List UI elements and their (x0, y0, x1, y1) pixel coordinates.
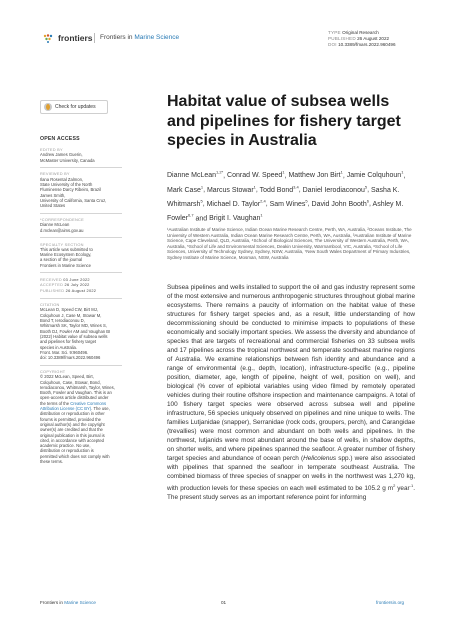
copyright-label: COPYRIGHT (40, 368, 66, 374)
author-name: Ashley M. Fowler (167, 200, 404, 223)
divider (40, 213, 122, 214)
author-affiliation-marker: 1 (260, 212, 263, 218)
author-affiliation-marker: 6,7 (188, 212, 194, 218)
accepted-label: ACCEPTED 26 July 2022 (40, 282, 90, 288)
divider (40, 237, 122, 238)
received-label: RECEIVED 03 June 2022 (40, 276, 90, 282)
footer-journal: Frontiers in Marine Science (40, 600, 96, 605)
author-name: Sasha K. Whitmarsh (167, 186, 400, 208)
copyright: © 2022 McLean, Speed, Birt, Colquhoun, Case, Stowar, Bond, Ierodiaconou, Whitmarsh, Taylor, Wines, Booth, Fowler and Vaughan. This is an open-access article distributed under the terms of the Creative Commons Attribution License (CC BY). The use, distribution or reproduction in other forums is permitted, provided the original author(s) and the copyright owner(s) are credited and that the original publication in this journal is cited, in accordance with accepted academic practice. No use, distribution or reproduction is permitted which does not comply with these terms. (40, 374, 115, 465)
author-affiliation-marker: 6 (366, 198, 370, 204)
author[interactable] (167, 184, 204, 194)
author[interactable] (206, 198, 266, 208)
doi-value[interactable]: 10.3389/fmars.2022.960496 (338, 42, 396, 48)
author-name: Marcus Stowar (206, 186, 254, 194)
author[interactable] (288, 172, 342, 179)
author[interactable] (347, 172, 404, 179)
type-label: TYPE (328, 30, 341, 35)
article-meta (328, 30, 396, 49)
author[interactable] (259, 184, 299, 194)
check-updates-icon (44, 103, 52, 111)
correspondence-label: *CORRESPONDENCE (40, 217, 84, 223)
author-affiliation-marker: 1,2* (216, 170, 224, 175)
affiliations: ¹Australian Institute of Marine Science, Indian Ocean Marine Research Centre, Perth, WA, Australia, ²Oceans Institute, The University of Western Australia, Indian Ocean Marine Research Centre, Perth, WA, Australia, ³Australian Institute of Marine Science, Cape Cleveland, QLD, Australia, ⁴School of Biological Sciences, The University of Western Australia, Perth, WA, Australia, ⁵School of Life and Environmental Sciences, Deakin University, Warrnambool, VIC, Australia, ⁶School of Life Sciences, University of Technology Sydney, Sydney, NSW, Australia, ⁷New South Wales Department of Primary Industries, Sydney Institute of Marine Science, Mosman, NSW, Australia (167, 227, 412, 260)
specialty-section: This article was submitted to Marine Ecosystem Ecology, a section of the journal Frontiers in Marine Science (40, 246, 93, 268)
header-divider (94, 33, 95, 43)
author[interactable] (167, 172, 223, 179)
author-affiliation-marker: 1 (340, 170, 343, 175)
reviewed-by: Ilana Rosental Zalmon, State University of the North Fluminense Darcy Ribeiro, Brazil James Smith, University of California, Santa Cruz, United States (40, 176, 107, 209)
correspondence[interactable]: Dianne McLean d.mclean@aims.gov.au (40, 222, 84, 233)
frontiers-logo-icon (43, 34, 55, 43)
reviewed-by-label: REVIEWED BY (40, 171, 70, 177)
author-name: Mark Case (167, 186, 201, 194)
author-affiliation-marker: 5 (200, 198, 203, 204)
author[interactable] (227, 172, 285, 179)
published-date: 26 August 2022 (65, 288, 97, 294)
author-affiliation-marker: 1 (200, 184, 204, 190)
published-label: PUBLISHED (328, 36, 356, 42)
specialty-label: SPECIALTY SECTION (40, 241, 84, 247)
author-affiliation-marker: 1 (253, 184, 256, 190)
author-name: Conrad W. Speed (227, 172, 283, 180)
edited-by-label: EDITED BY (40, 147, 63, 152)
author-name: Michael D. Taylor (206, 200, 261, 208)
author[interactable] (302, 184, 368, 194)
journal-name: Marine Science (134, 34, 180, 41)
author-name: Jamie Colquhoun (346, 172, 402, 180)
citation-label: CITATION (40, 302, 60, 308)
divider (40, 298, 122, 299)
author-name: Matthew Jon Birt (288, 172, 341, 180)
divider (40, 365, 122, 366)
published-value: 26 August 2022 (357, 36, 390, 42)
article-title: Habitat value of subsea wells and pipelines for fishery target species in Australia (167, 93, 401, 149)
author-name: Brigit I. Vaughan (209, 215, 261, 223)
author-name: Sam Wines (269, 200, 306, 208)
type-value: Original Research (342, 30, 379, 35)
divider (40, 272, 122, 273)
author[interactable] (311, 198, 370, 208)
article-info-sidebar (40, 147, 122, 464)
check-updates-button[interactable] (40, 100, 108, 114)
page-number: 01 (221, 600, 227, 605)
author-name: Dianne McLean (167, 172, 217, 180)
site-link[interactable]: frontiersin.org (376, 600, 405, 605)
author-affiliation-marker: 1 (282, 170, 285, 175)
check-updates-label: Check for updates (55, 104, 96, 110)
edited-by: Andrew James Guerin, McMaster University, Canada (40, 152, 95, 163)
author[interactable] (209, 212, 263, 223)
brand-name: frontiers (58, 33, 93, 43)
accepted-date: 26 July 2022 (64, 282, 90, 288)
author[interactable] (269, 198, 308, 208)
cc-by-license-link[interactable]: Creative Commons Attribution License (CC BY) (40, 400, 107, 412)
received-date: 03 June 2022 (63, 276, 90, 282)
published-label: PUBLISHED 26 August 2022 (40, 288, 97, 294)
author-name: Daniel Ierodiaconou (302, 186, 365, 194)
divider (40, 167, 122, 168)
author[interactable] (206, 184, 256, 194)
abstract: Subsea pipelines and wells installed to support the oil and gas industry represent some of the most extensive and numerous anthropogenic structures throughout global marine ecosystems. There remains a paucity of information on the habitat value of these structures for fishery target species and, as a result, little understanding of how decommissioning should be conducted to minimise impacts to populations of these economically and socially important species. We assess the diversity and abundance of species that are targets of recreational and commercial fisheries on 33 subsea wells and 17 pipelines across the tropical northwest and temperate southeast marine regions of Australia. We examine relationships between fish identity and abundance and a range of environmental (e.g., depth, location), infrastructure-specific (e.g., pipeline position, diameter, age, length of pipeline, height of well, position on well), and biological (% cover of epibiotal variables using video filmed by remotely operated vehicles during their routine offshore inspection and maintenance campaigns. A total of 100 fishery target species were observed across subsea well and pipeline infrastructure, 56 species uniquely observed on pipelines and nine unique to wells. The families Lutjanidae (snapper), Serranidae (rock cods, groupers, perch), and Carangidae (trevallies) were most common and abundant on both wells and pipelines. In the northwest, lutjanids were most abundant around the base of wells, in shallow depths, on shorter wells, and where pipelines spanned the seafloor. A greater number of fishery target species and abundance of ocean perch (Helicolenus spp.) were also associated with pipelines that spanned the seafloor in temperate southeast Australia. The combined biomass of three species of snapper on wells in the northwest was 1,270 kg, with production levels for these species on each well estimated to be 105.2 g $m^2$ year$^{-1}$. The present study serves as an important reference point for informing (167, 284, 416, 502)
citation: McLean D, Speed CW, Birt MJ, Colquhoun J, Case M, Stowar M, Bond T, Ierodiaconou D, Whitmarsh SK, Taylor MD, Wines S, Booth DJ, Fowler AM and Vaughan BI (2022) Habitat value of subsea wells and pipelines for fishery target species in Australia. Front. Mar. Sci. 9:960496. doi: 10.3389/fmars.2022.960496 (40, 307, 111, 361)
open-access-label: OPEN ACCESS (40, 136, 80, 142)
author-affiliation-marker: 1 (401, 170, 404, 175)
doi-label: DOI (328, 42, 337, 48)
journal-prefix: Frontiers in (100, 34, 133, 41)
journal-title[interactable] (100, 34, 179, 41)
author-list: Dianne McLean$^{1,2*}$, Conrad W. Speed$^1$, Matthew Jon Birt$^1$, Jamie Colquhoun$^1$, Mark Case$^1$, Marcus Stowar$^1$, Todd Bond$^{3,4}$, Daniel Ierodiaconou$^5$, Sasha K. Whitmarsh$^5$, Michael D. Taylor$^{2,4}$, Sam Wines$^5$, David John Booth$^6$, Ashley M. Fowler$^{6,7}$ and Brigit I. Vaughan$^1$ (167, 170, 406, 223)
author-affiliation-marker: 5 (364, 184, 368, 190)
author-name: Todd Bond (259, 186, 294, 194)
author-affiliation-marker: 2,4 (260, 198, 266, 204)
genus-name: Helicolenus (303, 455, 337, 462)
author-affiliation-marker: 3,4 (293, 184, 299, 190)
author-name: David John Booth (311, 200, 367, 208)
author-affiliation-marker: 5 (305, 198, 308, 204)
